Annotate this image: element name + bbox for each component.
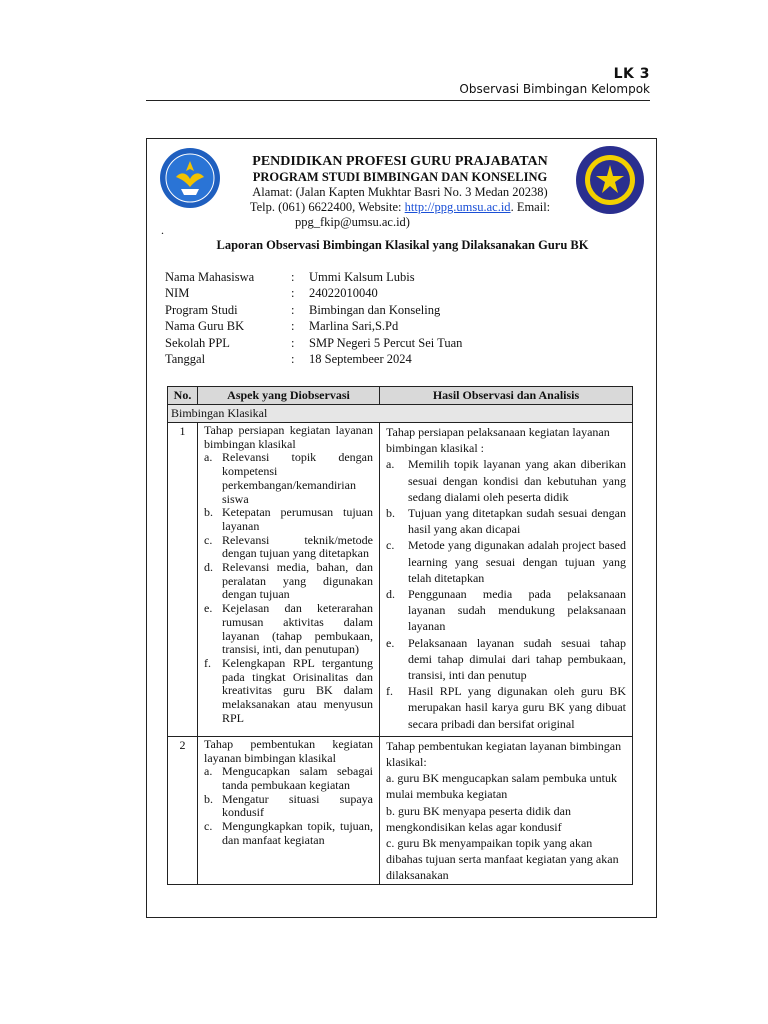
hasil-line: Tahap pembentukan kegiatan layanan bimbingan klasikal: [386, 738, 622, 770]
observation-table [167, 386, 633, 885]
table-row [168, 736, 633, 884]
info-sep: : [291, 286, 295, 301]
list-marker: a. [386, 457, 395, 472]
info-value: 24022010040 [309, 286, 378, 301]
list-marker: c. [204, 532, 213, 547]
info-label: Nama Guru BK [165, 319, 245, 334]
list-marker: f. [204, 655, 211, 670]
list-text: Hasil RPL yang digunakan oleh guru BK merupakan hasil karya guru BK yang dibuat secara pribadi dan bersifat original [408, 684, 626, 731]
info-label: Sekolah PPL [165, 335, 230, 350]
aspek-intro: Tahap persiapan kegiatan layanan bimbingan klasikal [204, 423, 373, 451]
list-item [204, 561, 373, 602]
hasil-line: b. guru BK menyapa peserta didik dan mengkondisikan kelas agar kondusif [386, 803, 571, 834]
list-item [204, 765, 373, 792]
info-row [165, 269, 462, 285]
info-sep: : [291, 335, 295, 350]
umsu-logo-icon [575, 145, 645, 215]
info-sep: : [291, 319, 295, 334]
kop-address: Alamat: (Jalan Kapten Mukhtar Basri No. 3 Medan 20238) [252, 185, 548, 199]
lk-title: Observasi Bimbingan Kelompok [459, 82, 650, 96]
list-item [386, 586, 626, 635]
list-item [204, 820, 373, 847]
contact-suffix: . Email: [510, 200, 551, 214]
info-row [165, 318, 462, 334]
kop-title-2: PROGRAM STUDI BIMBINGAN DAN KONSELING [252, 170, 548, 184]
row-number: 2 [168, 736, 198, 884]
hasil-cell [380, 736, 633, 884]
kop-title-1: PENDIDIKAN PROFESI GURU PRAJABATAN [252, 154, 548, 169]
list-text: Relevansi topik dengan kompetensi perkembangan/kemandirian siswa [222, 450, 373, 506]
hasil-line: c. guru Bk menyampaikan topik yang akan dibahas tujuan serta manfaat kegiatan yang akan dilaksanakan [386, 836, 619, 883]
list-marker: b. [386, 506, 395, 521]
list-text: Memilih topik layanan yang akan diberikan sesuai dengan kondisi dan kebutuhan yang sedang dialami oleh peserta didik [408, 457, 626, 504]
info-sep: : [291, 302, 295, 317]
row-number: 1 [168, 423, 198, 737]
list-text: Penggunaan media pada pelaksanaan layanan sudah mendukung pelaksanaan layanan [408, 587, 626, 634]
list-marker: e. [386, 635, 395, 650]
website-link[interactable]: http://ppg.umsu.ac.id [404, 200, 511, 214]
list-text: Pelaksanaan layanan sudah sesuai tahap demi tahap dimulai dari tahap pembukaan, transisi, inti dan penutup [408, 635, 626, 683]
hasil-line: a. guru BK mengucapkan salam pembuka untuk mulai membuka kegiatan [386, 771, 617, 802]
info-label: Nama Mahasiswa [165, 270, 255, 284]
list-marker: e. [204, 601, 213, 616]
list-marker: d. [386, 587, 395, 602]
list-item [386, 505, 626, 537]
info-row [165, 351, 462, 367]
aspek-intro: Tahap pembentukan kegiatan layanan bimbingan klasikal [204, 736, 373, 765]
info-value: Ummi Kalsum Lubis [309, 270, 415, 284]
aspek-cell [198, 423, 380, 737]
lk-code: LK 3 [613, 66, 650, 82]
section-label: Bimbingan Klasikal [168, 405, 633, 423]
list-item [204, 793, 373, 820]
list-marker: a. [204, 450, 213, 465]
list-text: Kejelasan dan keterarahan rumusan aktivitas dalam layanan (tahap pembukaan, transisi, inti, dan penutupan) [222, 601, 373, 657]
list-marker: b. [204, 505, 213, 520]
info-row [165, 285, 462, 301]
list-item [204, 506, 373, 533]
hasil-intro: Tahap persiapan pelaksanaan kegiatan layanan bimbingan klasikal : [386, 425, 610, 456]
list-item [386, 635, 626, 684]
info-value: Marlina Sari,S.Pd [309, 319, 399, 334]
info-value: 18 Septembeer 2024 [309, 351, 412, 366]
list-marker: b. [204, 791, 213, 806]
list-text: Kelengkapan RPL tergantung pada tingkat Orisinalitas dan kreativitas guru BK dalam melaksanakan atau menyusun RPL [222, 655, 373, 725]
list-marker: a. [204, 764, 213, 779]
list-text: Metode yang digunakan adalah project based learning yang sesuai dengan tujuan yang telah ditetapkan [408, 538, 626, 585]
list-marker: c. [386, 538, 395, 553]
header-aspek: Aspek yang Diobservasi [198, 387, 380, 405]
list-item [204, 451, 373, 506]
list-text: Mengucapkan salam sebagai tanda pembukaan kegiatan [222, 764, 373, 792]
info-label: NIM [165, 286, 190, 301]
list-marker: d. [204, 560, 213, 575]
list-item [386, 683, 626, 732]
list-item [204, 657, 373, 726]
kop-contact [235, 200, 565, 215]
report-title: Laporan Observasi Bimbingan Klasikal yang Dilaksanakan Guru BK [216, 238, 589, 252]
hasil-list [386, 456, 626, 731]
info-label: Program Studi [165, 302, 238, 317]
list-text: Tujuan yang ditetapkan sudah sesuai dengan hasil yang akan dicapai [408, 506, 626, 537]
info-value: Bimbingan dan Konseling [309, 302, 441, 317]
header-divider [146, 100, 650, 101]
aspek-list [204, 451, 373, 725]
list-text: Mengatur situasi supaya kondusif [222, 791, 373, 820]
contact-prefix: Telp. (061) 6622400, Website: [249, 200, 405, 214]
list-text: Ketepatan perumusan tujuan layanan [222, 505, 373, 533]
hasil-cell [380, 423, 633, 737]
list-item [204, 602, 373, 657]
header-hasil: Hasil Observasi dan Analisis [380, 387, 633, 405]
aspek-cell [198, 736, 380, 884]
list-marker: c. [204, 819, 213, 834]
info-label: Tanggal [165, 351, 206, 366]
list-item [204, 534, 373, 561]
list-text: Relevansi teknik/metode dengan tujuan yang ditetapkan [222, 532, 373, 561]
header-no: No. [168, 387, 198, 405]
info-sep: : [291, 270, 295, 284]
info-row [165, 335, 462, 351]
kop-email: ppg_fkip@umsu.ac.id) [295, 215, 410, 229]
table-row [168, 423, 633, 737]
document-frame [146, 138, 657, 918]
info-row [165, 302, 462, 318]
info-sep: : [291, 351, 295, 366]
student-info [165, 269, 462, 367]
stray-dot: . [161, 223, 164, 237]
list-item [386, 537, 626, 586]
institution-header [235, 153, 565, 230]
list-text: Mengungkapkan topik, tujuan, dan manfaat kegiatan [222, 819, 373, 847]
info-value: SMP Negeri 5 Percut Sei Tuan [309, 335, 463, 350]
list-marker: f. [386, 684, 393, 699]
list-item [386, 456, 626, 505]
tut-wuri-handayani-logo-icon [159, 147, 221, 209]
list-text: Relevansi media, bahan, dan peralatan yang digunakan dengan tujuan [222, 560, 373, 602]
table-header-row [168, 387, 633, 405]
aspek-list [204, 765, 373, 847]
section-row [168, 405, 633, 423]
